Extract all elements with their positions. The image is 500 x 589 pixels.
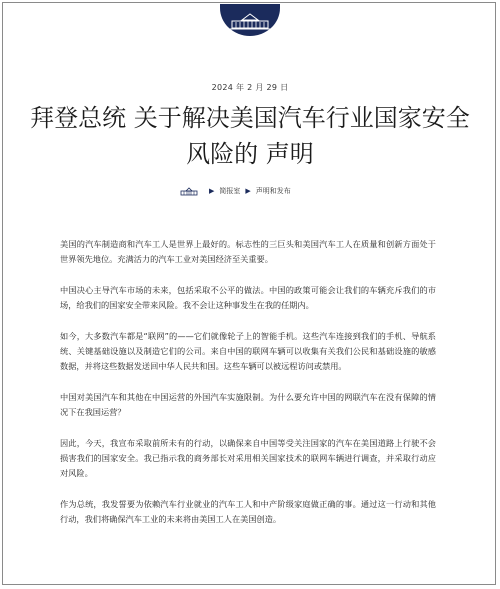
paragraph: 中国对美国汽车和其他在中国运营的外国汽车实施限制。为什么要允许中国的网联汽车在没有保障的情况下在我国运营？ — [60, 392, 436, 417]
white-house-icon[interactable] — [180, 186, 198, 196]
chevron-right-icon: ▶ — [209, 187, 215, 195]
paragraph: 作为总统，我发誓要为依赖汽车行业就业的汽车工人和中产阶级家庭做正确的事。通过这一行动和其他行动，我们将确保汽车工业的未来将由美国工人在美国创造。 — [60, 499, 436, 524]
page-title — [10, 100, 490, 172]
paragraph: 美国的汽车制造商和汽车工人是世界上最好的。标志性的三巨头和美国汽车工人在质量和创新方面处于世界领先地位。充满活力的汽车工业对美国经济至关重要。 — [60, 239, 436, 264]
paragraph: 中国决心主导汽车市场的未来，包括采取不公平的做法。中国的政策可能会让我们的车辆充斥我们的市场，给我们的国家安全带来风险。我不会让这种事发生在我的任期内。 — [60, 285, 436, 310]
page-title-line-2: 风险的 声明 — [186, 140, 314, 168]
page-title-line-1: 拜登总统 关于解决美国汽车行业国家安全 — [30, 104, 470, 132]
paragraph: 因此，今天，我宣布采取前所未有的行动，以确保来自中国等受关注国家的汽车在美国道路上行驶不会损害我们的国家安全。我已指示我的商务部长对采用相关国家技术的联网车辆进行调查，并采取行动应对风险。 — [60, 438, 436, 478]
chevron-right-icon: ▶ — [245, 187, 251, 195]
breadcrumb — [180, 185, 291, 197]
paragraph: 如今，大多数汽车都是“联网”的——它们就像轮子上的智能手机。这些汽车连接到我们的手机、导航系统、关键基础设施以及制造它们的公司。来自中国的联网车辆可以收集有关我们公民和基础设施的敏感数据，并将这些数据发送回中华人民共和国。这些车辆可以被远程访问或禁用。 — [60, 331, 436, 371]
article-body — [60, 237, 436, 543]
publish-date: 2024 年 2 月 29 日 — [211, 83, 289, 92]
breadcrumb-item-statements-releases[interactable]: 声明和发布 — [255, 187, 291, 195]
white-house-icon — [228, 9, 272, 31]
breadcrumb-item-briefing-room[interactable]: 简报室 — [219, 187, 241, 195]
